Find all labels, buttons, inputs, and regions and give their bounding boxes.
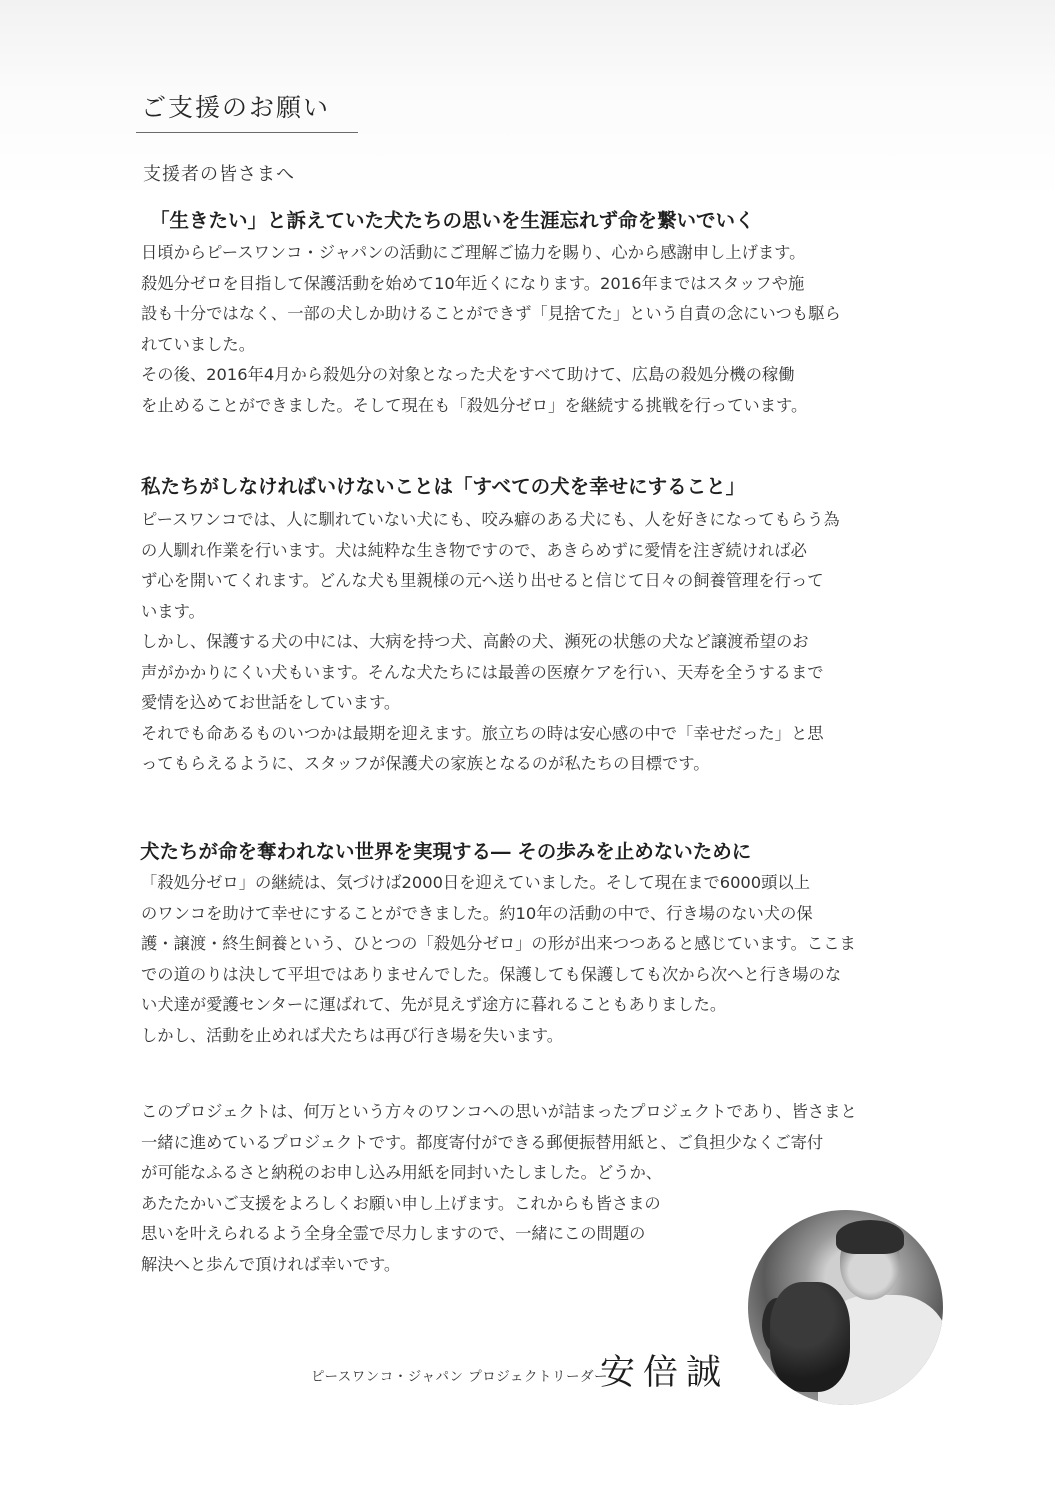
body-line: れていました。 (141, 334, 255, 354)
section-body-2 (141, 505, 921, 780)
author-photo (748, 1210, 943, 1405)
section-body-1 (141, 238, 921, 421)
body-line: い犬達が愛護センターに運ばれて、先が見えず途方に暮れることもありました。 (141, 995, 727, 1014)
body-line: 殺処分ゼロを目指して保護活動を始めて10年近くになります。2016年まではスタッフや施 (141, 273, 805, 293)
body-line: 声がかかりにくい犬もいます。そんな犬たちには最善の医療ケアを行い、天寿を全うするまで (141, 662, 824, 682)
body-line: その後、2016年4月から殺処分の対象となった犬をすべて助けて、広島の殺処分機の稼働 (141, 365, 795, 384)
body-line: 日頃からピースワンコ・ジャパンの活動にご理解ご協力を賜り、心から感謝申し上げます。 (141, 243, 806, 262)
signature-role: ピースワンコ・ジャパン プロジェクトリーダー (311, 1369, 609, 1385)
section-heading-3: 犬たちが命を奪われない世界を実現する― その歩みを止めないために (140, 840, 752, 863)
body-line: のワンコを助けて幸せにすることができました。約10年の活動の中で、行き場のない犬の保 (141, 903, 813, 923)
body-line: ず心を開いてくれます。どんな犬も里親様の元へ送り出せると信じて日々の飼養管理を行って (141, 571, 824, 590)
body-line: ピースワンコでは、人に馴れていない犬にも、咬み癖のある犬にも、人を好きになってもらう為 (141, 510, 840, 529)
section-body-3 (141, 868, 921, 1051)
body-line: の人馴れ作業を行います。犬は純粋な生き物ですので、あきらめずに愛情を注ぎ続ければ必 (141, 540, 807, 560)
section-heading-2: 私たちがしなければいけないことは「すべての犬を幸せにすること」 (141, 475, 746, 498)
body-line: 思いを叶えられるよう全身全霊で尽力しますので、一緒にこの問題の (141, 1224, 646, 1243)
page-title: ご支援のお願い (141, 93, 331, 122)
body-line: での道のりは決して平坦ではありませんでした。保護しても保護しても次から次へと行き場のな (141, 964, 842, 984)
body-line: このプロジェクトは、何万という方々のワンコへの思いが詰まったプロジェクトであり、皆さまと (141, 1102, 857, 1121)
body-line: を止めることができました。そして現在も「殺処分ゼロ」を継続する挑戦を行っています。 (141, 395, 808, 415)
body-line: 護・譲渡・終生飼養という、ひとつの「殺処分ゼロ」の形が出来つつあると感じています。ここま (141, 934, 856, 953)
body-line: それでも命あるものいつかは最期を迎えます。旅立ちの時は安心感の中で「幸せだった」と思 (141, 723, 824, 743)
body-line: ってもらえるように、スタッフが保護犬の家族となるのが私たちの目標です。 (141, 754, 710, 773)
body-line: 解決へと歩んで頂ければ幸いです。 (141, 1254, 401, 1274)
body-line: あたたかいご支援をよろしくお願い申し上げます。これからも皆さまの (141, 1193, 661, 1213)
body-line: 愛情を込めてお世話をしています。 (141, 693, 401, 712)
section-heading-1: 「生きたい」と訴えていた犬たちの思いを生涯忘れず命を繋いでいく (150, 209, 755, 232)
body-line: 一緒に進めているプロジェクトです。都度寄付ができる郵便振替用紙と、ご負担少なくご寄付 (141, 1132, 824, 1152)
body-line: しかし、活動を止めれば犬たちは再び行き場を失います。 (141, 1025, 564, 1045)
body-line: います。 (141, 601, 205, 621)
body-line: 「殺処分ゼロ」の継続は、気づけば2000日を迎えていました。そして現在まで6000頭以上 (141, 873, 810, 892)
body-line: が可能なふるさと納税のお申し込み用紙を同封いたしました。どうか、 (141, 1163, 663, 1182)
photo-hair-shape (836, 1220, 904, 1254)
salutation: 支援者の皆さまへ (143, 164, 295, 185)
body-line: 設も十分ではなく、一部の犬しか助けることができず「見捨てた」という自責の念にいつも駆ら (141, 304, 841, 323)
signature-name: 安倍誠 (600, 1353, 730, 1393)
photo-dog-shape (770, 1282, 850, 1392)
body-line: しかし、保護する犬の中には、大病を持つ犬、高齢の犬、瀕死の状態の犬など譲渡希望のお (141, 632, 809, 651)
title-underline (136, 132, 358, 133)
